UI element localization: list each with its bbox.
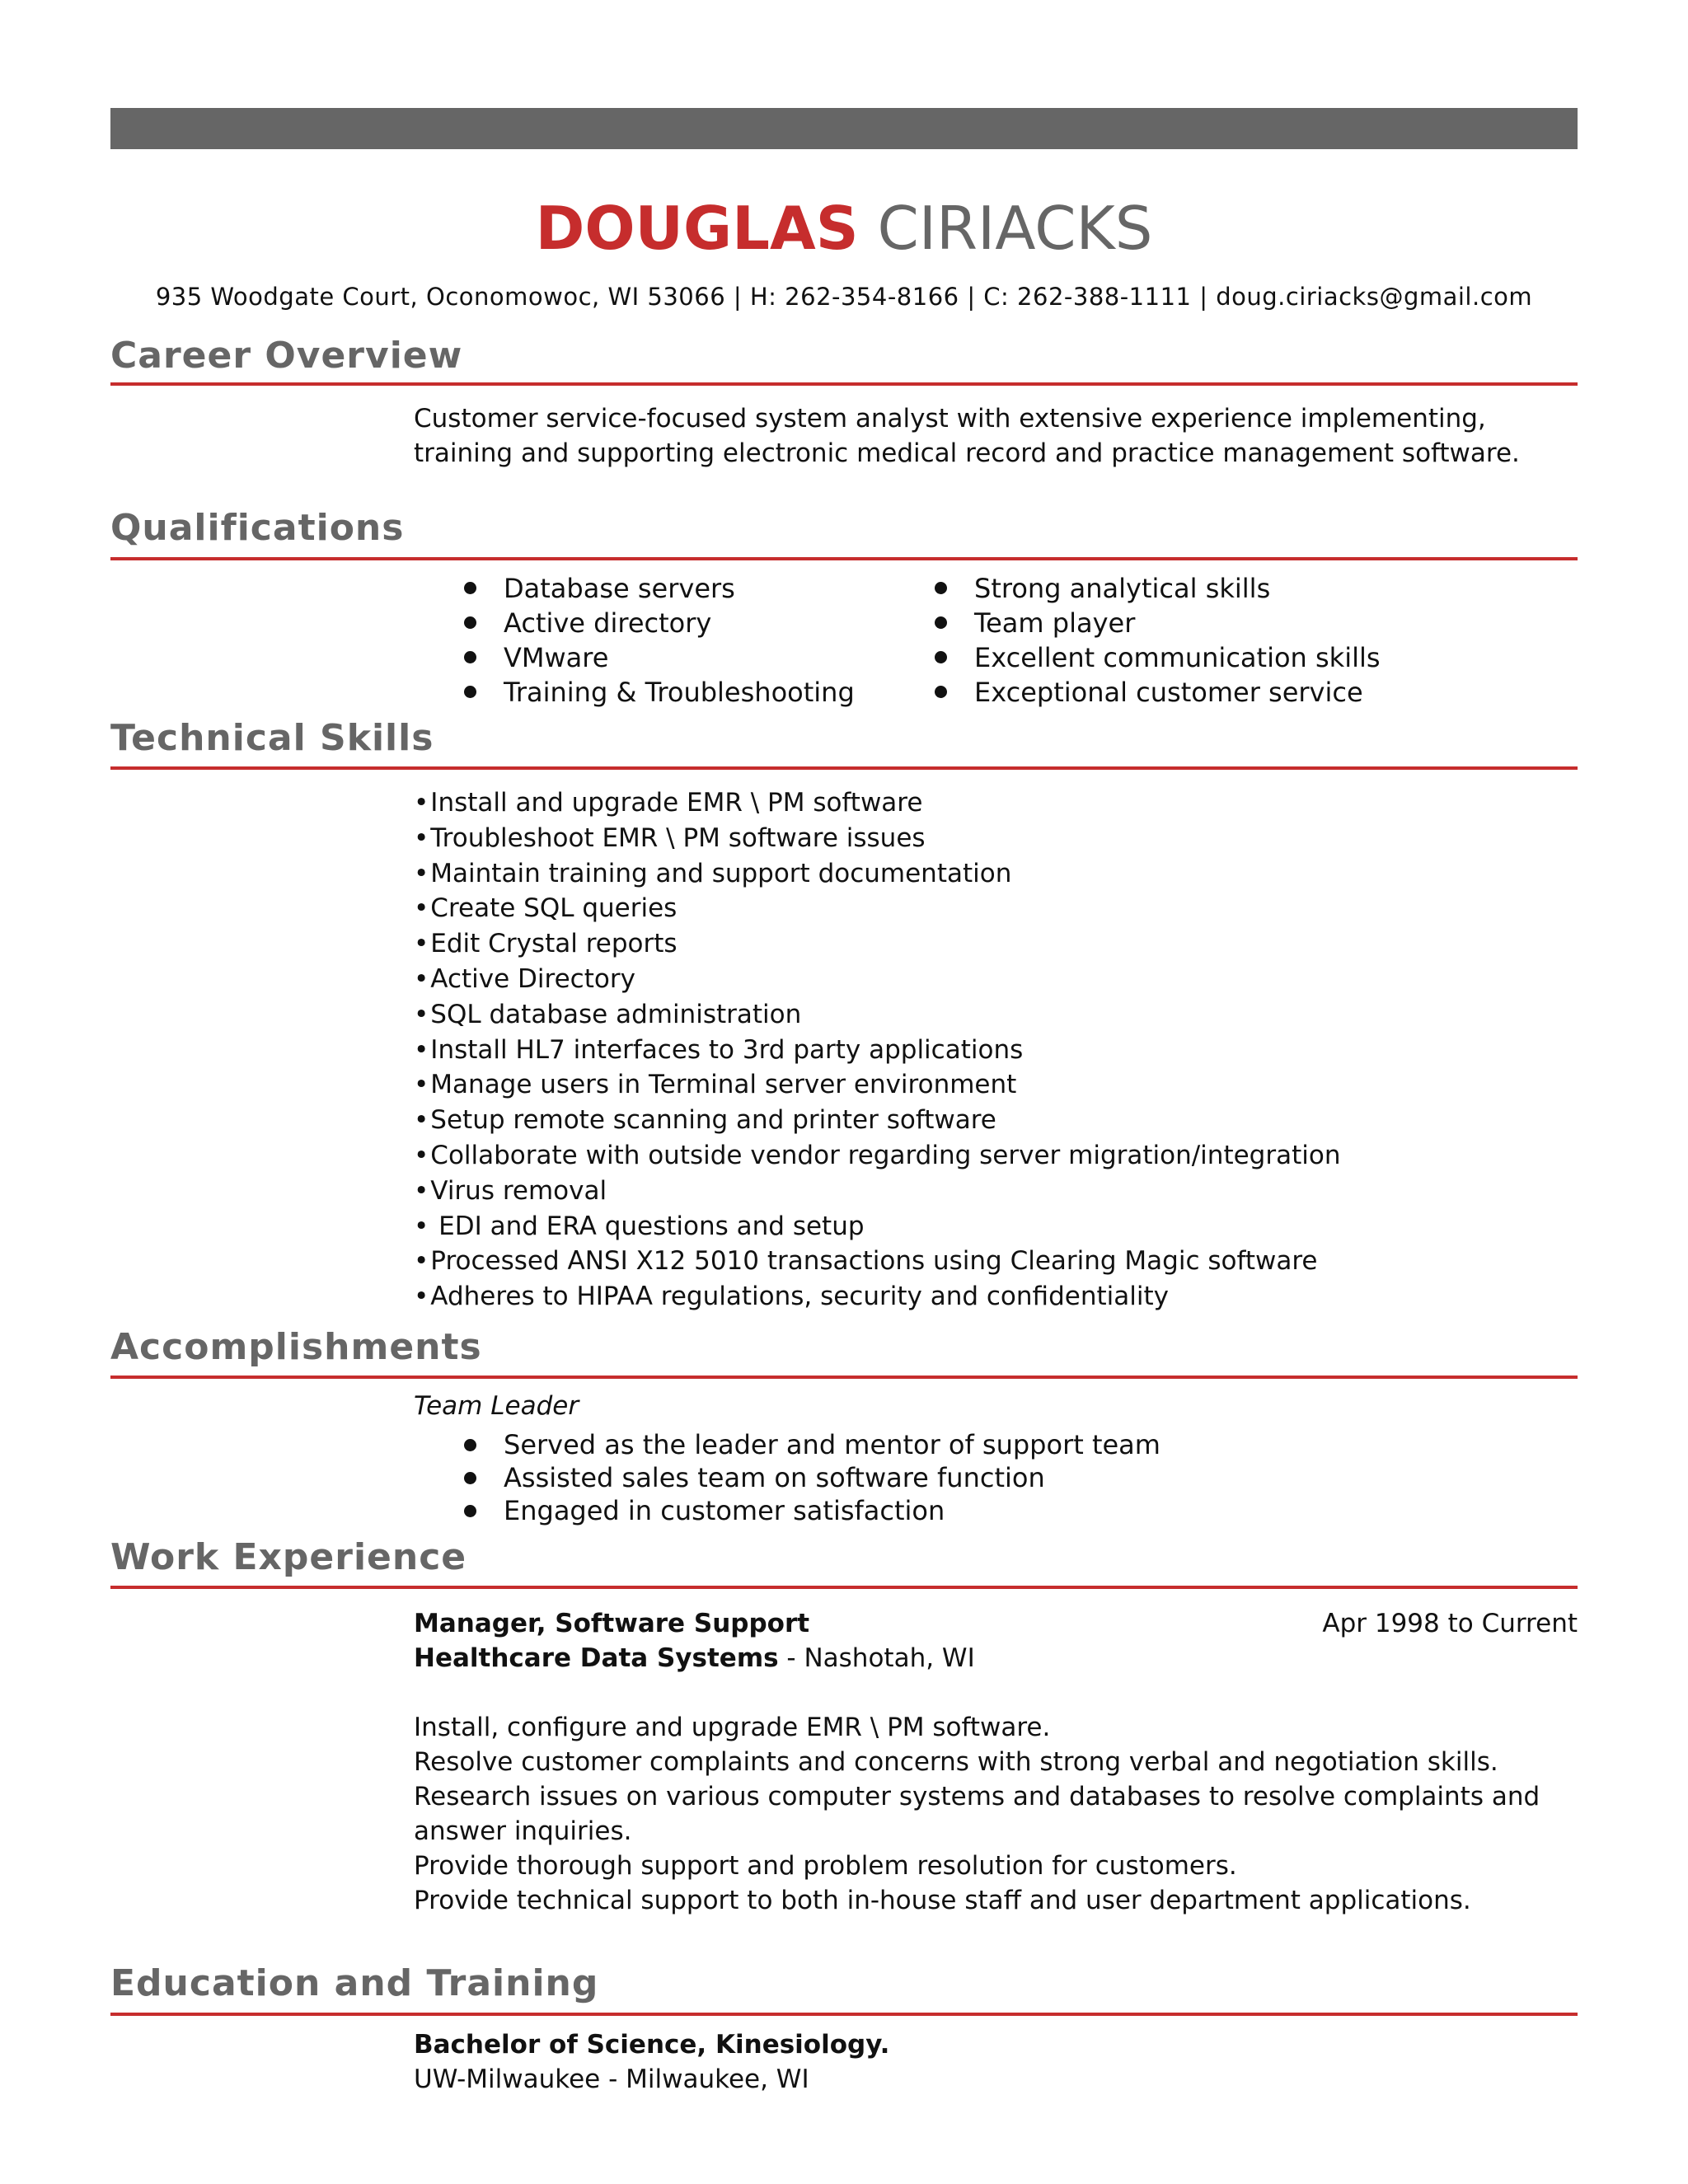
overview-paragraph: Customer service-focused system analyst with extensive experience implementing, training and supporting electronic medical record and practice management software. (414, 404, 1520, 468)
job-title: Manager, Software Support (414, 1609, 810, 1638)
contact-line: 935 Woodgate Court, Oconomowoc, WI 53066 | H: 262-354-8166 | C: 262-388-1111 | doug.ciriacks@gmail.com (155, 283, 1533, 311)
list-item: • SQL database administration (414, 997, 1578, 1033)
company-line (414, 1641, 1578, 1675)
list-item: • Virus removal (414, 1174, 1578, 1209)
last-name: CIRIACKS (877, 194, 1153, 263)
section-title-qualifications: Qualifications (110, 507, 405, 549)
section-title-technical: Technical Skills (110, 717, 434, 759)
list-item: • Adheres to HIPAA regulations, security and confidentiality (414, 1279, 1578, 1315)
list-item: • Edit Crystal reports (414, 926, 1578, 962)
accomplishments-list (464, 1428, 1160, 1527)
duty-line: Resolve customer complaints and concerns with strong verbal and negotiation skills. (414, 1747, 1498, 1777)
list-item: Engaged in customer satisfaction (464, 1494, 1160, 1527)
section-rule (110, 2013, 1578, 2016)
duty-line: Provide thorough support and problem resolution for customers. (414, 1851, 1237, 1881)
header-bar (110, 108, 1578, 149)
list-item: Served as the leader and mentor of support team (464, 1428, 1160, 1461)
section-title-accomplishments: Accomplishments (110, 1326, 482, 1368)
accomplishments-subtitle-block (414, 1389, 1578, 1423)
degree: Bachelor of Science, Kinesiology. (414, 2030, 890, 2060)
job-dates: Apr 1998 to Current (1322, 1609, 1578, 1638)
list-item: • Collaborate with outside vendor regarding server migration/integration (414, 1138, 1578, 1174)
accomplishments-subtitle: Team Leader (414, 1391, 579, 1421)
list-item: Strong analytical skills (935, 571, 1381, 606)
list-item: • Troubleshoot EMR \ PM software issues (414, 821, 1578, 856)
technical-skills (414, 785, 1578, 1315)
list-item: • Processed ANSI X12 5010 transactions using Clearing Magic software (414, 1244, 1578, 1279)
list-item: • Install HL7 interfaces to 3rd party applications (414, 1033, 1578, 1068)
list-item: Team player (935, 606, 1381, 640)
company-location: - Nashotah, WI (778, 1643, 975, 1673)
section-rule (110, 1376, 1578, 1379)
duty-line: Install, configure and upgrade EMR \ PM software. (414, 1713, 1051, 1742)
duty-line: Provide technical support to both in-house staff and user department applications. (414, 1886, 1471, 1915)
list-item: • Setup remote scanning and printer software (414, 1103, 1578, 1138)
list-item: • Maintain training and support documentation (414, 856, 1578, 892)
list-item: VMware (464, 640, 855, 675)
list-item: Assisted sales team on software function (464, 1461, 1160, 1494)
list-item: Database servers (464, 571, 855, 606)
list-item: Training & Troubleshooting (464, 675, 855, 710)
work-entry (414, 1606, 1578, 1918)
job-header (414, 1606, 1578, 1641)
section-rule (110, 382, 1578, 386)
list-item: Excellent communication skills (935, 640, 1381, 675)
list-item: • Manage users in Terminal server environment (414, 1067, 1578, 1103)
list-item: • Active Directory (414, 962, 1578, 997)
candidate-name (0, 191, 1688, 265)
list-item: • Create SQL queries (414, 891, 1578, 926)
qualifications-right-list (935, 571, 1381, 710)
company-name: Healthcare Data Systems (414, 1643, 779, 1673)
section-title-education: Education and Training (110, 1962, 599, 2004)
qualifications-left-list (464, 571, 855, 710)
education-entry (414, 2027, 1578, 2097)
list-item: • EDI and ERA questions and setup (414, 1209, 1578, 1244)
duty-line: Research issues on various computer systems and databases to resolve complaints and answer inquiries. (414, 1782, 1540, 1846)
section-rule (110, 766, 1578, 770)
school: UW-Milwaukee - Milwaukee, WI (414, 2064, 809, 2094)
section-title-work: Work Experience (110, 1536, 467, 1578)
first-name: DOUGLAS (535, 194, 859, 263)
section-title-overview: Career Overview (110, 335, 463, 377)
list-item: Exceptional customer service (935, 675, 1381, 710)
overview-text (414, 401, 1578, 471)
list-item: • Install and upgrade EMR \ PM software (414, 785, 1578, 821)
technical-skills-list (414, 785, 1578, 1315)
section-rule (110, 557, 1578, 560)
list-item: Active directory (464, 606, 855, 640)
section-rule (110, 1586, 1578, 1589)
